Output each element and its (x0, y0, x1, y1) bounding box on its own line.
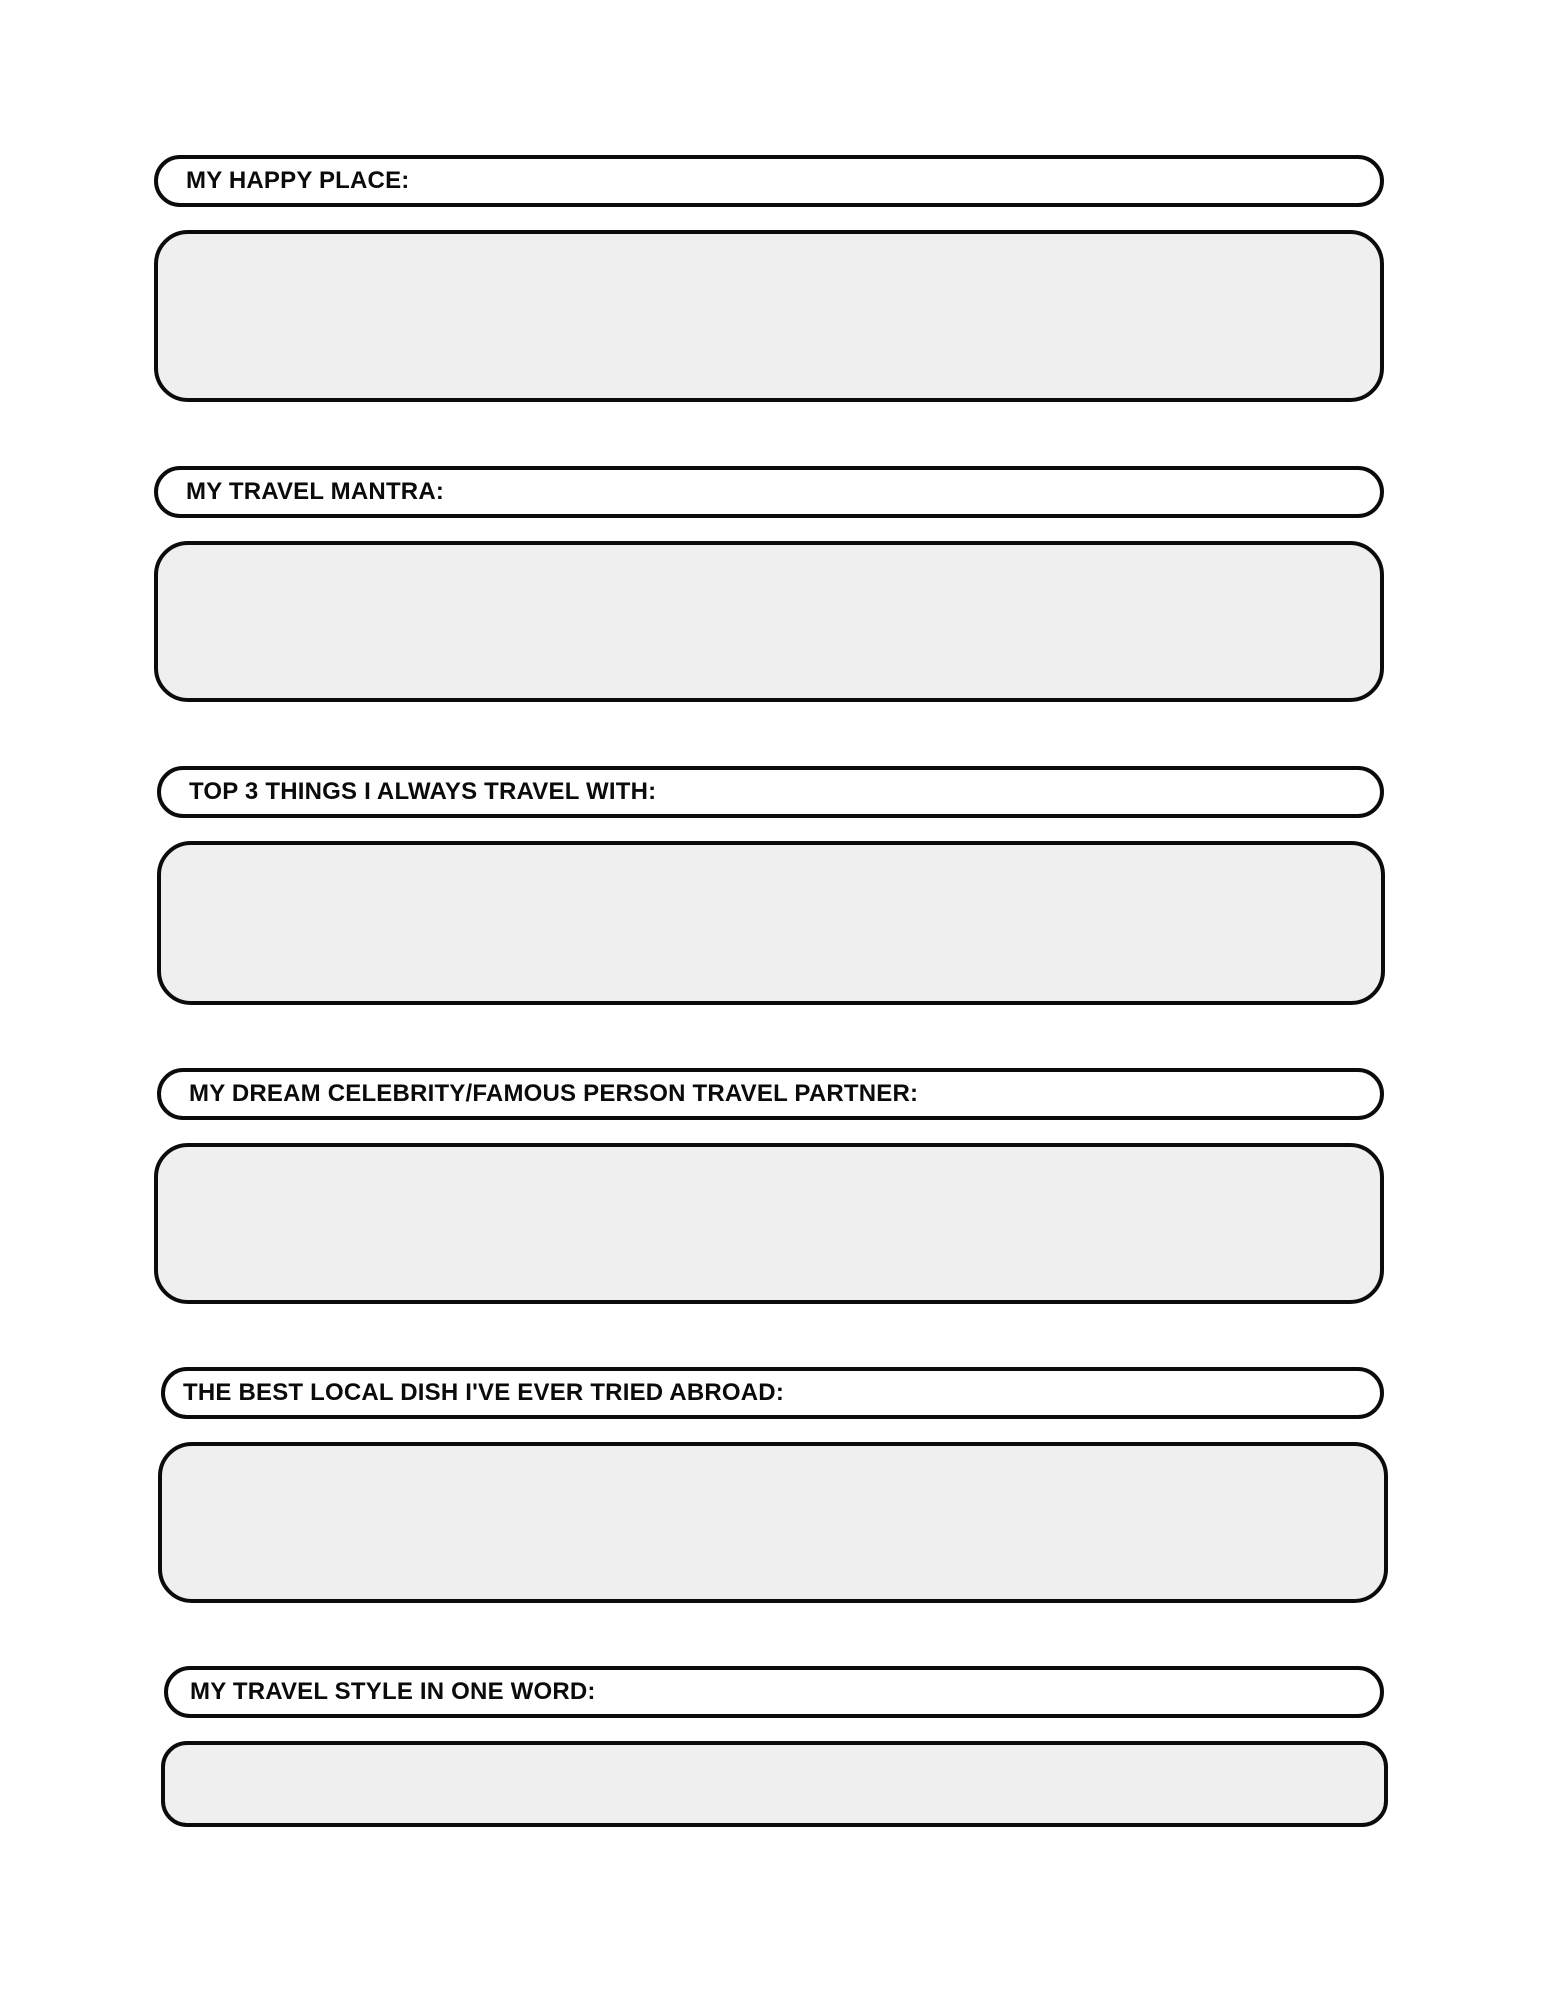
section-label-text: MY TRAVEL STYLE IN ONE WORD: (190, 1678, 596, 1705)
section-label-text: THE BEST LOCAL DISH I'VE EVER TRIED ABROAD: (183, 1379, 785, 1406)
section-label-happy-place (154, 155, 1384, 207)
section-label-text: TOP 3 THINGS I ALWAYS TRAVEL WITH: (189, 778, 657, 805)
section-label-travel-mantra (154, 466, 1384, 518)
section-label-text: MY DREAM CELEBRITY/FAMOUS PERSON TRAVEL PARTNER: (189, 1080, 919, 1107)
answer-box-top-3-things[interactable] (157, 841, 1385, 1005)
answer-box-dream-travel-partner[interactable] (154, 1143, 1384, 1304)
section-label-text: MY TRAVEL MANTRA: (186, 478, 445, 505)
answer-box-best-local-dish[interactable] (158, 1442, 1388, 1603)
answer-box-travel-style[interactable] (161, 1741, 1388, 1827)
section-label-travel-style (164, 1666, 1384, 1718)
section-label-text: MY HAPPY PLACE: (186, 167, 410, 194)
answer-box-happy-place[interactable] (154, 230, 1384, 402)
section-label-top-3-things (157, 766, 1384, 818)
section-label-dream-travel-partner (157, 1068, 1384, 1120)
answer-box-travel-mantra[interactable] (154, 541, 1384, 702)
section-label-best-local-dish (161, 1367, 1384, 1419)
